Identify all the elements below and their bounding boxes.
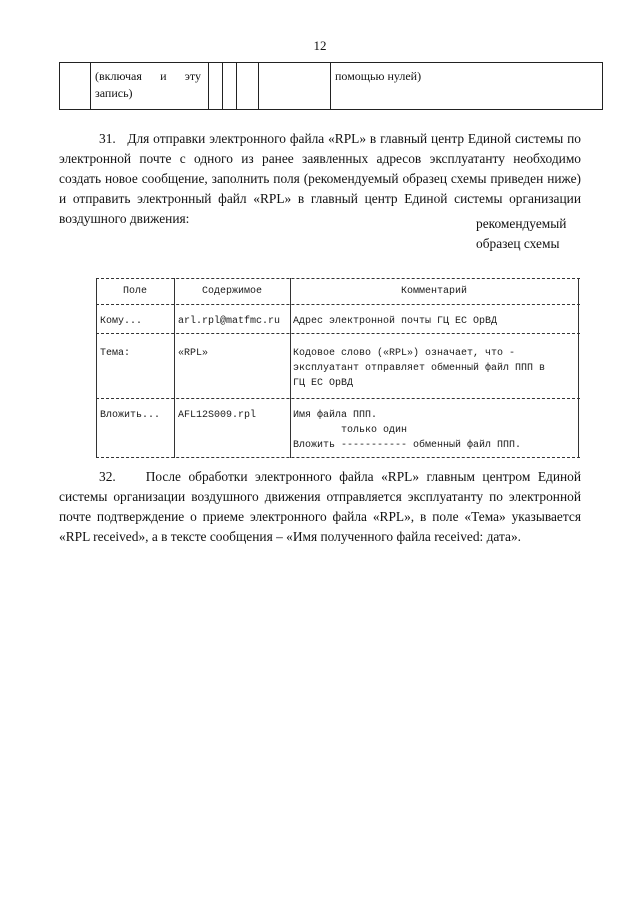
table-divider (330, 63, 331, 109)
table-divider (222, 63, 223, 109)
content-cell: AFL12S009.rpl (178, 410, 257, 421)
sample-label-line: рекомендуемый (476, 216, 567, 231)
content-cell: arl.rpl@matfmc.ru (178, 316, 281, 327)
comment-cell: Имя файла ППП. (293, 410, 378, 421)
table-cell-right: помощью нулей) (335, 69, 422, 83)
column-header: Комментарий (400, 286, 467, 297)
table-divider (208, 63, 209, 109)
paragraph-number: 32. (99, 469, 116, 484)
paragraph-number: 31. (99, 131, 116, 146)
table-divider (258, 63, 259, 109)
cell-line: запись) (95, 86, 133, 100)
field-cell: Тема: (100, 348, 131, 359)
table-rule (96, 304, 580, 305)
table-rule (96, 398, 580, 399)
column-header: Поле (122, 286, 147, 297)
email-schema-table (96, 278, 580, 458)
continuation-table (59, 62, 603, 110)
table-rule (96, 333, 580, 334)
table-divider (236, 63, 237, 109)
paragraph-text: Для отправки электронного файла «RPL» в главный центр Единой системы по электронной почте с одного из ранее заявленных адресов эксплуатанту необходимо создать новое сообщение, заполнить поля (рекомендуемый образец схемы приведен ниже) и отправить электронный файл «RPL» в главный центр Единой системы организации воздушного движения: (59, 131, 581, 226)
field-cell: Вложить... (100, 410, 161, 421)
table-rule (96, 457, 580, 458)
table-cell-left (95, 68, 201, 102)
table-rule (96, 278, 97, 458)
table-rule (96, 278, 580, 279)
comment-cell: Вложить ----------- обменный файл ППП. (293, 440, 522, 451)
page-number: 12 (313, 38, 327, 53)
field-cell: Кому... (100, 316, 143, 327)
paragraph-text: После обработки электронного файла «RPL» главным центром Единой системы организации воздушного движения отправляется эксплуатанту по электронной почте подтверждение о приеме электронного файла «RPL», в поле «Тема» указывается «RPL received», а в тексте сообщения – «Имя полученного файла received: дата». (59, 469, 582, 544)
cell-word: и (160, 69, 167, 83)
table-rule (578, 278, 579, 458)
table-rule (174, 278, 175, 458)
comment-cell: ГЦ ЕС ОрВД (293, 378, 354, 389)
table-rule (290, 278, 291, 458)
column-header: Содержимое (201, 286, 262, 297)
comment-cell: Кодовое слово («RPL») означает, что - (293, 348, 516, 359)
cell-word: эту (184, 69, 201, 83)
paragraph-32 (59, 467, 581, 547)
comment-cell: только один (293, 425, 408, 436)
sample-label-line: образец схемы (476, 236, 560, 251)
cell-word: (включая (95, 69, 142, 83)
sample-label (476, 214, 596, 254)
content-cell: «RPL» (178, 348, 209, 359)
comment-cell: эксплуатант отправляет обменный файл ППП в (293, 363, 546, 374)
comment-cell: Адрес электронной почты ГЦ ЕС ОрВД (293, 316, 498, 327)
table-divider (90, 63, 91, 109)
